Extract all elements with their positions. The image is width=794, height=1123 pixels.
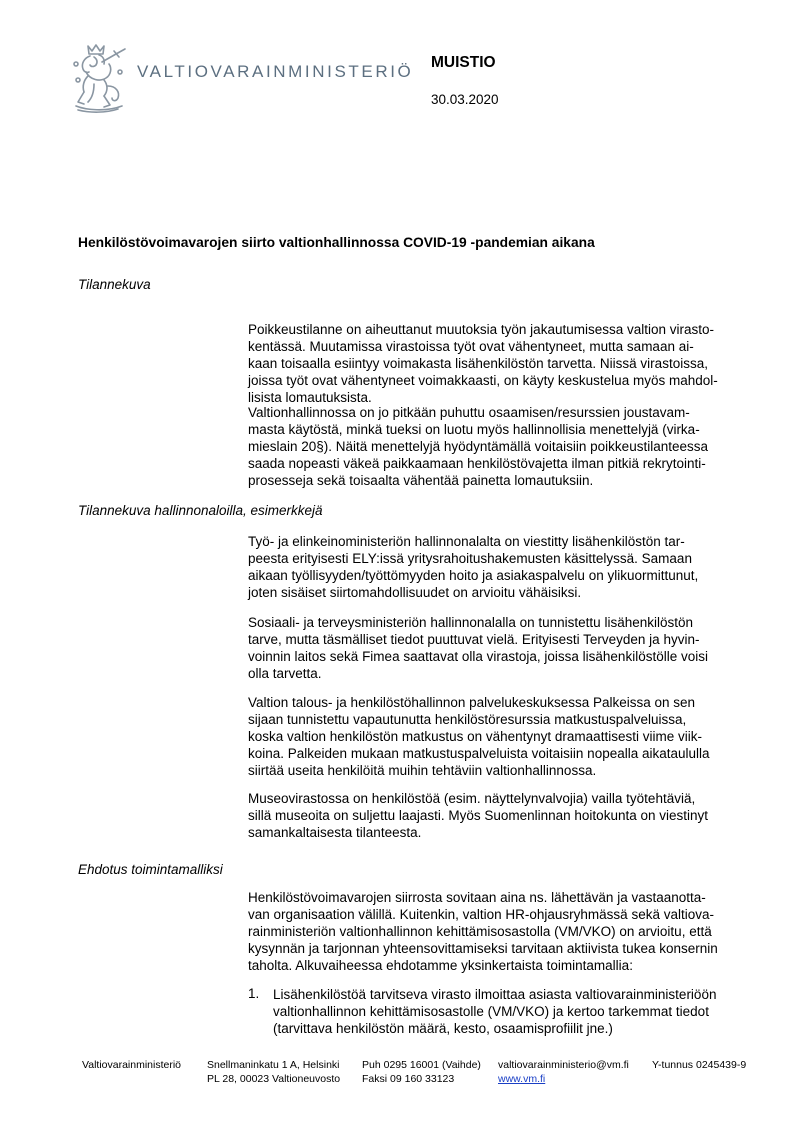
footer-address-line: Snellmaninkatu 1 A, Helsinki	[207, 1059, 340, 1071]
paragraph	[248, 790, 744, 841]
footer-business-id	[652, 1058, 746, 1072]
paragraph	[248, 889, 744, 974]
paragraph-line: sijaan tunnistettu vapautunutta henkilöstöresurssia matkustuspalveluissa,	[248, 712, 687, 727]
paragraph	[248, 321, 744, 406]
list-item-line: (tarvittava henkilöstön määrä, kesto, osaamisprofiilit jne.)	[273, 1021, 613, 1036]
footer-phone	[362, 1058, 481, 1086]
finnish-lion-coat-of-arms-icon	[68, 40, 130, 116]
list-item-number: 1.	[248, 986, 260, 1001]
paragraph-line: taholta. Alkuvaiheessa ehdotamme yksinkertaista toimintamallia:	[248, 958, 633, 973]
paragraph-line: koska valtion henkilöstön matkustus on vähentynyt dramaattisesti viime viik-	[248, 729, 702, 744]
paragraph-line: aikaan työllisyyden/työttömyyden hoito ja asiakaspalvelu on ylikuormittunut,	[248, 568, 699, 583]
paragraph-line: Sosiaali- ja terveysministeriön hallinnonalalla on tunnistettu lisähenkilöstön	[248, 615, 693, 630]
section-heading-tilannekuva: Tilannekuva	[78, 277, 151, 292]
paragraph-line: masta käytöstä, minkä tueksi on luotu myös hallinnollisia menettelyjä (virka-	[248, 422, 700, 437]
paragraph-line: koina. Palkeiden mukaan matkustuspalveluista voitaisiin nopealla aikataululla	[248, 746, 710, 761]
list-item	[273, 986, 745, 1037]
ministry-name: VALTIOVARAINMINISTERIÖ	[137, 62, 414, 81]
paragraph-line: Valtion talous- ja henkilöstöhallinnon palvelukeskuksessa Palkeissa on sen	[248, 695, 696, 710]
paragraph-line: saada nopeasti väkeä paikkaamaan henkilöstövajetta ilman pitkiä rekrytointi-	[248, 456, 706, 471]
paragraph-line: peesta erityisesti ELY:issä yritysrahoitushakemusten käsittelyssä. Samaan	[248, 551, 692, 566]
section-heading-hallinnonaloilla: Tilannekuva hallinnonaloilla, esimerkkejä	[78, 503, 323, 518]
paragraph-line: lisista lomautuksista.	[248, 390, 372, 405]
paragraph	[248, 694, 744, 779]
paragraph-line: joten sisäiset siirtomahdollisuudet on arvioitu vähäisiksi.	[248, 585, 582, 600]
paragraph-line: sillä museoita on suljettu laajasti. Myös Suomenlinnan hoitokunta on viestinyt	[248, 808, 709, 823]
footer-contact	[498, 1058, 629, 1086]
footer-business-id-text: Y-tunnus 0245439-9	[652, 1059, 747, 1071]
footer-email-link[interactable]: valtiovarainministerio@vm.fi	[498, 1059, 629, 1071]
paragraph-line: Valtionhallinnossa on jo pitkään puhuttu osaamisen/resurssien joustavam-	[248, 405, 690, 420]
paragraph-line: prosesseja sekä toisaalta vähentää painetta lomautuksiin.	[248, 473, 594, 488]
paragraph-line: kaan toisaalla esiintyy voimakasta lisähenkilöstön tarvetta. Niissä virastoissa,	[248, 356, 708, 371]
footer-address	[207, 1058, 340, 1086]
paragraph-line: samankaltaisesta tilanteesta.	[248, 825, 422, 840]
paragraph-line: Museovirastossa on henkilöstöä (esim. näyttelynvalvojia) vailla työtehtäviä,	[248, 791, 696, 806]
footer-phone-number: Puh 0295 16001 (Vaihde)	[362, 1059, 481, 1071]
paragraph-line: van organisaation välillä. Kuitenkin, valtion HR-ohjausryhmässä sekä valtiova-	[248, 907, 714, 922]
footer-website-link[interactable]: www.vm.fi	[498, 1073, 546, 1085]
section-heading-ehdotus: Ehdotus toimintamalliksi	[78, 862, 223, 877]
paragraph-line: joissa työt ovat vähentyneet voimakkaasti, on käyty keskustelua myös mahdol-	[248, 373, 718, 388]
paragraph-line: kentässä. Muutamissa virastoissa työt ovat vähentyneet, mutta samaan ai-	[248, 339, 694, 354]
footer-org-name: Valtiovarainministeriö	[82, 1059, 182, 1071]
paragraph-line: tarve, mutta täsmälliset tiedot puuttuvat vielä. Erityisesti Terveyden ja hyvin-	[248, 632, 700, 647]
document-type: MUISTIO	[431, 54, 496, 71]
document-title: Henkilöstövoimavarojen siirto valtionhallinnossa COVID-19 -pandemian aikana	[78, 235, 595, 250]
paragraph	[248, 404, 744, 489]
paragraph-line: voinnin laitos sekä Fimea saattavat olla virastoja, joissa lisähenkilöstölle voisi	[248, 649, 708, 664]
footer-organization	[82, 1058, 181, 1072]
paragraph-line: siirtää useita henkilöitä muihin tehtäviin valtionhallinnossa.	[248, 763, 597, 778]
paragraph-line: rainministeriön valtionhallinnon kehittämisosastolla (VM/VKO) on arvioitu, että	[248, 924, 712, 939]
footer-fax-number: Faksi 09 160 33123	[362, 1073, 455, 1085]
paragraph-line: Henkilöstövoimavarojen siirrosta sovitaan aina ns. lähettävän ja vastaanotta-	[248, 890, 706, 905]
list-item-line: Lisähenkilöstöä tarvitseva virasto ilmoittaa asiasta valtiovarainministeriöön	[273, 987, 717, 1002]
paragraph-line: olla tarvetta.	[248, 666, 322, 681]
paragraph-line: mieslain 20§). Näitä menettelyjä hyödyntämällä voitaisiin poikkeustilanteessa	[248, 439, 708, 454]
list-item-line: valtionhallinnon kehittämisosastolle (VM/VKO) ja kertoo tarkemmat tiedot	[273, 1004, 709, 1019]
paragraph	[248, 614, 744, 682]
paragraph-line: Poikkeustilanne on aiheuttanut muutoksia työn jakautumisessa valtion virasto-	[248, 322, 715, 337]
footer-address-line: PL 28, 00023 Valtioneuvosto	[207, 1073, 341, 1085]
paragraph	[248, 533, 744, 601]
paragraph-line: kysynnän ja tarjonnan yhteensovittamiseksi tarvitaan aktiivista tukea konsernin	[248, 941, 718, 956]
document-date: 30.03.2020	[431, 92, 499, 107]
paragraph-line: Työ- ja elinkeinoministeriön hallinnonalalta on viestitty lisähenkilöstön tar-	[248, 534, 685, 549]
